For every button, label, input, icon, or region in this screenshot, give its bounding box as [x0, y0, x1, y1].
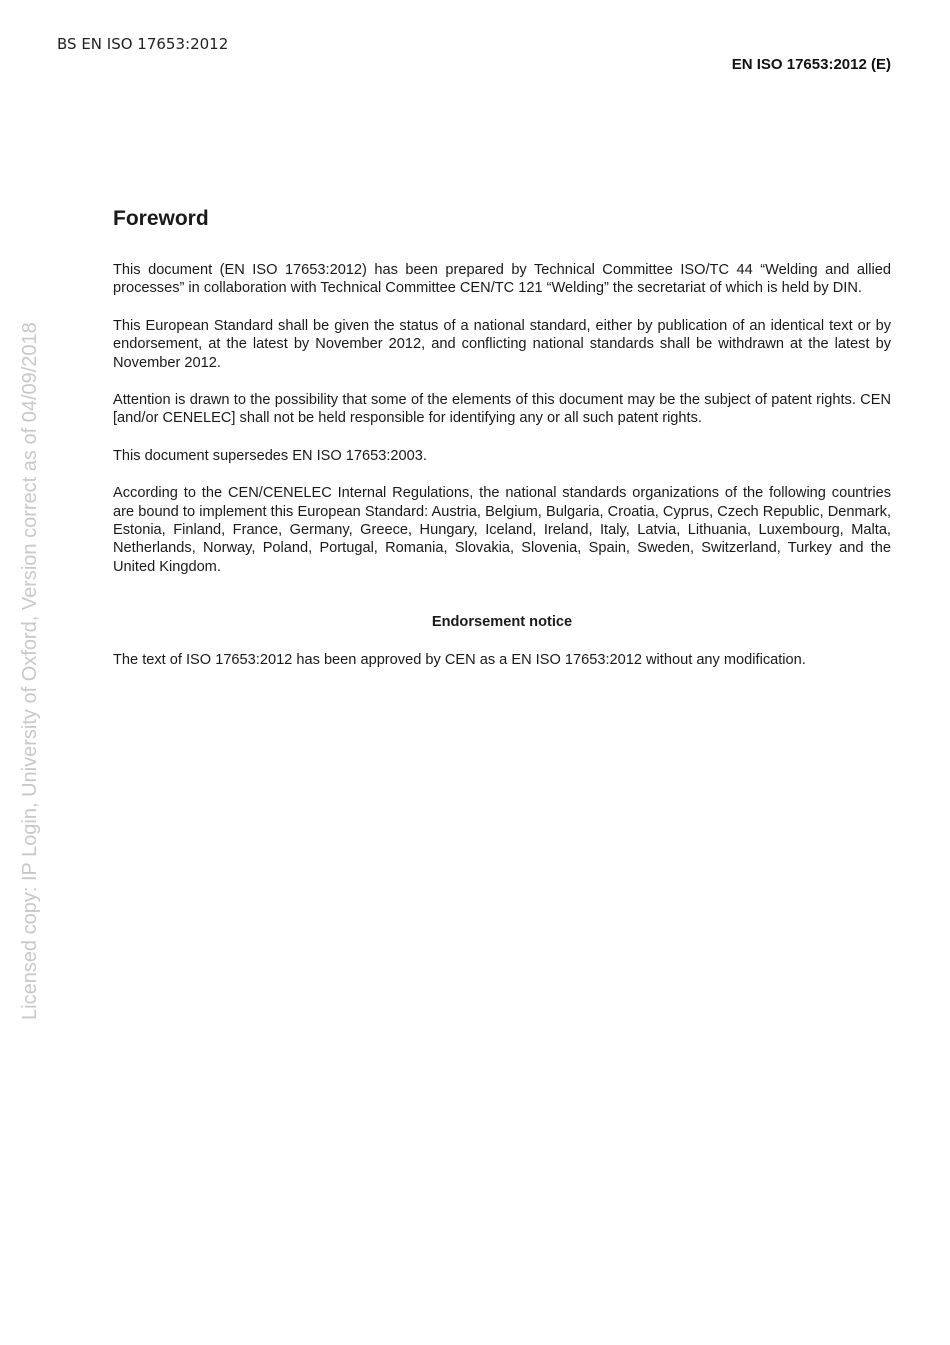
- endorsement-notice-text: The text of ISO 17653:2012 has been approved by CEN as a EN ISO 17653:2012 without any modification.: [113, 651, 806, 668]
- foreword-paragraph: This document (EN ISO 17653:2012) has been prepared by Technical Committee ISO/TC 44 “Welding and allied processes” in collaboration with Technical Committee CEN/TC 121 “Welding” the secretariat of which is held by DIN.: [113, 262, 891, 297]
- foreword-paragraph: According to the CEN/CENELEC Internal Regulations, the national standards organizations of the following countries are bound to implement this European Standard: Austria, Belgium, Bulgaria, Croatia, Cyprus, Czech Republic, Denmark, Estonia, Finland, France, Germany, Greece, Hungary, Iceland, Ireland, Italy, Latvia, Lithuania, Luxembourg, Malta, Netherlands, Norway, Poland, Portugal, Romania, Slovakia, Slovenia, Spain, Sweden, Switzerland, Turkey and the United Kingdom.: [113, 485, 891, 575]
- foreword-paragraph: Attention is drawn to the possibility that some of the elements of this document may be the subject of patent rights. CEN [and/or CENELEC] shall not be held responsible for identifying any or all such patent rights.: [113, 392, 891, 427]
- license-watermark: Licensed copy: IP Login, University of Oxford, Version correct as of 04/09/2018: [19, 322, 41, 1020]
- document-body: [113, 206, 891, 688]
- foreword-paragraph: This European Standard shall be given the status of a national standard, either by publication of an identical text or by endorsement, at the latest by November 2012, and conflicting national standards shall be withdrawn at the latest by November 2012.: [113, 317, 891, 371]
- bs-standard-number: BS EN ISO 17653:2012: [57, 35, 229, 53]
- en-standard-number: EN ISO 17653:2012 (E): [731, 56, 891, 73]
- foreword-paragraph: This document supersedes EN ISO 17653:2003.: [113, 447, 427, 464]
- endorsement-notice-title: Endorsement notice: [431, 614, 573, 631]
- foreword-title: Foreword: [113, 207, 209, 230]
